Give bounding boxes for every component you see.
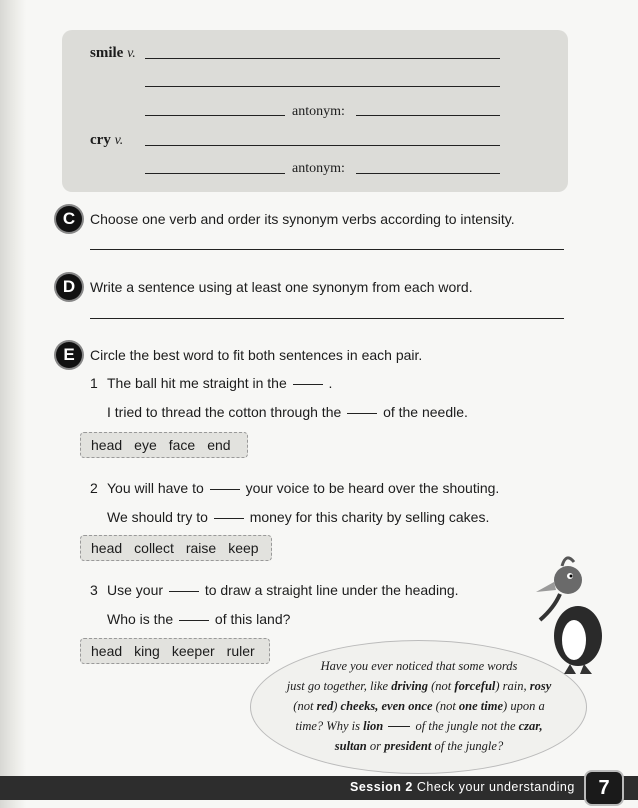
item-number: 1 xyxy=(90,375,98,391)
section-e-badge: E xyxy=(56,342,82,368)
footer-title: Session 2 Check your understanding xyxy=(350,780,575,794)
word-choice[interactable]: head xyxy=(91,437,123,453)
word-choice[interactable]: raise xyxy=(185,540,217,556)
item-1-sentence-2: I tried to thread the cotton through the of the needle. xyxy=(107,404,468,420)
word-choice[interactable]: keep xyxy=(228,540,259,556)
blank[interactable] xyxy=(179,620,209,621)
word-choice[interactable]: king xyxy=(134,643,160,659)
word-choice[interactable]: head xyxy=(91,643,123,659)
item-1-sentence-1: The ball hit me straight in the . xyxy=(107,375,333,391)
word-smile: smile v. xyxy=(90,45,136,61)
word-choices-1 xyxy=(80,432,248,458)
word-choice[interactable]: collect xyxy=(134,540,174,556)
blank[interactable] xyxy=(388,726,410,727)
blank[interactable] xyxy=(169,591,199,592)
blank[interactable] xyxy=(293,384,323,385)
section-c-answer-line[interactable] xyxy=(90,249,564,250)
antonym-label: antonym: xyxy=(292,161,345,176)
section-d-instruction: Write a sentence using at least one synonym from each word. xyxy=(90,279,473,295)
section-e-instruction: Circle the best word to fit both sentences in each pair. xyxy=(90,347,423,363)
answer-line[interactable] xyxy=(145,173,285,174)
blank[interactable] xyxy=(210,489,240,490)
item-number: 2 xyxy=(90,480,98,496)
word-choice[interactable]: keeper xyxy=(171,643,215,659)
antonym-line[interactable] xyxy=(356,115,500,116)
antonym-line[interactable] xyxy=(356,173,500,174)
answer-line[interactable] xyxy=(145,115,285,116)
item-3-sentence-1: Use your to draw a straight line under the heading. xyxy=(107,582,459,598)
item-2-sentence-1: You will have to your voice to be heard over the shouting. xyxy=(107,480,500,496)
word-choices-3 xyxy=(80,638,270,664)
page-binding-edge xyxy=(0,0,26,808)
word-choice[interactable]: head xyxy=(91,540,123,556)
word-choice[interactable]: end xyxy=(207,437,231,453)
blank[interactable] xyxy=(347,413,377,414)
answer-line[interactable] xyxy=(145,58,500,59)
word-choice[interactable]: ruler xyxy=(226,643,255,659)
page-number: 7 xyxy=(584,770,624,806)
word-choice[interactable]: eye xyxy=(134,437,157,453)
section-d-answer-line[interactable] xyxy=(90,318,564,319)
word-choice[interactable]: face xyxy=(168,437,196,453)
blank[interactable] xyxy=(214,518,244,519)
antonym-label: antonym: xyxy=(292,104,345,119)
answer-line[interactable] xyxy=(145,145,500,146)
duck-illustration xyxy=(530,548,610,678)
section-d-badge: D xyxy=(56,274,82,300)
item-2-sentence-2: We should try to money for this charity by selling cakes. xyxy=(107,509,490,525)
answer-line[interactable] xyxy=(145,86,500,87)
section-c-instruction: Choose one verb and order its synonym verbs according to intensity. xyxy=(90,211,515,227)
section-c-badge: C xyxy=(56,206,82,232)
word-cry: cry v. xyxy=(90,132,124,148)
word-choices-2 xyxy=(80,535,272,561)
item-3-sentence-2: Who is the of this land? xyxy=(107,611,291,627)
speech-bubble-text: Have you ever noticed that some words just go together, like driving (not forceful) rain, rosy (not red) cheeks, even once (not one time) upon a time? Why is lion of the jungle not the czar, sultan or president of the jungle? xyxy=(286,659,552,753)
item-number: 3 xyxy=(90,582,98,598)
